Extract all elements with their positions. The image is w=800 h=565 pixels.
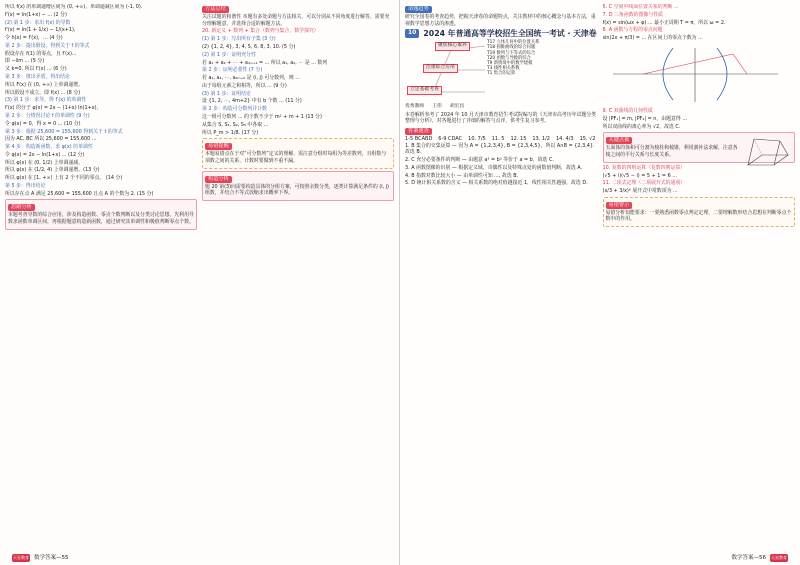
page-number-right: 数学答案—56 [731,555,766,561]
solution-item: 1. B 集合的交集运算 — 因为 A = {1,2,3,4}, B = {2,3,4,5}，所以 A∩B = {2,3,4}. 故选 B. [405,142,595,156]
step-heading: (1) 第 1 步：写出所有子集 (3 分) [202,36,276,43]
left-col-1 [5,4,197,539]
text-line: 所以假设不成立，即 f(x) ... (8 分) [5,89,81,96]
text-line: f′(x) = ln(1+x) − ... (2 分) [5,11,67,18]
hyperbola-svg [603,44,783,104]
error-label: 易错提醒 [205,143,232,150]
trend-tag: 命题趋势 [405,6,432,13]
author-label: 优秀教师 [405,104,425,110]
analysis-box [202,171,394,201]
topic-item: T20 函数与导数的综合 [487,55,531,61]
step-heading: (2) 第 1 步：证明充分性 [202,51,256,58]
text-line: 设 {1, 2, ⋯, 4m+2} 中有 b 个数 ... (11 分) [202,98,302,105]
author-row [405,104,598,111]
text-line: (√5 + i)(√5 − i) = 5 + 1 = 6 ... [602,172,677,179]
text-line: 这一组可分数列 ... 的个数不少于 m² + m + 1 (13 分) [202,113,322,120]
answer-tag: 答案速查 [405,128,432,135]
text-line: sin(2x + π/3) = ... 在区间上的零点个数为 ... [602,35,703,42]
hidden-edge [754,139,762,155]
right-col-2 [603,4,796,539]
step-heading: (2) 第 1 步：求出 f(x) 的导数 [5,19,71,26]
answer-quick-list [405,136,598,143]
node-basic: 立足基础考查 [407,86,442,95]
tip-label: 思路分析 [8,204,35,211]
edge-line [780,141,788,155]
step-heading: 第 5 步：得出结论 [5,182,46,189]
text-line: 所以双曲线的离心率为 √2，故选 C. [602,123,681,130]
pentahedron-figure [744,135,792,174]
text-line: 若 a₁, a₂, ⋯, a₄ₘ₊₂ 是 (i, j) 可分数列，则 ... [202,75,300,82]
left-footer [12,553,69,563]
question-heading: 20. 新定义 + 数列 + 集合（数列与集合，数学探究） [202,28,319,35]
answer-item: 12. 15 [510,136,527,143]
solution-item: 2. C 充分必要条件的判断 — 由题意 a³ = b³ 等价于 a = b，故选 C. [405,157,554,164]
topic-list [487,40,592,76]
node-core: 聚焦核心素养 [435,42,470,51]
step-heading: 第 3 步：推出矛盾，得出结论 [5,74,70,81]
solution-item: 4. B 指数对数比较大小 — 由单调性可知 ..., 故选 B. [405,172,519,179]
answer-item: 13. 1/2 [532,136,550,143]
key-point-box [603,132,796,162]
text-line: 从集合 S, S₁, S₂, S₃ 中各取 ... [202,121,269,128]
step-heading: (3) 第 1 步：求导，得 f′(x) 的单调性 [5,97,87,104]
tip-text: 本题考查导数的综合应用，涉及构造函数、零点个数判断以及分类讨论思想。先利用导数求函数单调区间，再根据题意构造新函数，通过研究其单调性和极值判断零点个数。 [8,212,194,225]
text-line: 所以 F(x) 在 (0, +∞) 上单调递增。 [5,81,83,88]
focal-line [733,54,747,74]
method-tag: 方法总结 [202,6,229,13]
text-line: 令 φ(x) = 0，得 x = 0 ... (10 分) [5,120,81,127]
key-point-text: 五面体的体积可分割为棱柱和棱锥，利用割补法求解，注意各棱之间的平行关系与长度关系。 [605,145,738,159]
text-line: f′(x) 的分子 φ(x) = 2x − (1+x) ln(1+x)， [5,105,102,112]
text-line: (x/3 + 3/x)⁶ 展开式中常数项为 ... [602,188,678,195]
step-heading: 第 4 步：构造新函数，求 φ(x) 的单调性 [5,144,93,151]
trend-intro: 研究全国卷的考查趋势，把握天津卷的命题特点，关注教材中的核心概念与基本方法，重视数学思想方法的渗透。 [405,14,596,27]
exam-structure-diagram [405,40,598,102]
exam-note: 本卷解析参考了 2024 年 10 月天津市教育招生考试院编写的《天津市高考历年试题分类整理与分析》，对各题进行了详细的解答与点评，供考生复习参考。 [405,111,597,125]
text-line: 所以 f(x) 的单调递增区间为 (0, +∞)，单调递减区间为 (-1, 0). [5,4,143,10]
answer-item: 6-9 CDAC [438,136,463,143]
left-col-2 [202,4,394,539]
exam-number: 10 [405,29,419,38]
question-heading: 10. 复数的四则运算（复数四则运算） [602,164,686,171]
hyperbola-figure [603,44,796,107]
solution-item: 3. A 函数图像的识别 — 根据定义域、奇偶性以及特殊点处的函数值判断，故选 A. [405,164,583,171]
text-line: 若 a₁ + a₂ + ⋯ + a₄ₘ₊₂ = ... 所以 a₁, a₂, ⋯ 是 ... 数列 [202,59,328,66]
topic-item: T9 新情境中的数学建模 [487,61,533,66]
answer-item: 14. 4/3 [555,136,574,143]
node-apply: 注重综合应用 [423,64,458,73]
analysis-label: 构造分析 [205,176,232,183]
question-heading: 7. D 三角函数的图像与性质 [602,11,663,18]
answer-item: 11. 5 [491,136,505,143]
text-line: 所以 P_m > 1/8. (17 分) [202,129,259,136]
text-line: f′(x) = ln(1 + 1/x) − 1/(x+1)， [5,27,79,34]
brand-logo: 天星教育 [13,555,29,560]
topic-item: T3 线性相关系数 [487,66,520,72]
topic-item: T19 数列与不等式的综合 [487,50,536,56]
topic-item: T18 圆锥曲线的综合问题 [487,45,536,51]
exam-banner [405,29,598,38]
exam-title: 2024 年普通高等学校招生全国统一考试 · 天津卷 [423,29,597,39]
analysis-text: 题 20 第(3)问需要构造具体的分组方案，可按照余数分类，逐类计算满足条件的 (i, j) 组数，并结合不等式放缩求出概率下界。 [205,183,389,197]
warning-box [603,197,796,227]
text-line: 所以 φ(x) 在 (0, 1/2) 上单调递减， [5,159,84,166]
text-line: 又 k=0, 所以 f′(x) ... (6 分) [5,66,67,73]
step-heading: 第 2 步：提出假设，得到关于 f 的等式 [5,42,90,49]
answer-item: 15. √2 [579,136,596,143]
text-line: 令 h(x) = f′(x)，… (4 分) [5,35,63,42]
solution-item: 5. D 统计相关系数的含义 — 相关系数的绝对值越接近 1，线性相关性越强，故选 D. [405,180,588,187]
text-line: (2) {1, 2, 4}, 3, 4, 5, 6, 8, 3, 10. (5 分) [202,43,296,50]
author-name: 王伟 [432,104,442,110]
brand-logo: 天星教育 [771,555,787,560]
method-intro: 关注试题的和谐性 本题有多处命题与方法相关，可以分别从不同角度进行解答，需要充分理解题意，并选择合适的解题方法。 [202,14,390,27]
page-number-left: 数学答案—55 [34,555,69,561]
text-line: 即 −lim ... (5 分) [5,58,45,65]
text-line: 令 φ(x) = 2x − ln(1+x) ... (12 分) [5,151,85,158]
focal-line [643,54,733,74]
step-heading: (3) 第 1 步：证明结论 [202,90,251,97]
error-text: 本题易错点在于对“可分数列”定义的理解，需注意分组时每组为等差数列，且组数与项数之间的关系，计数时要做到不重不漏。 [205,151,387,164]
answer-item: 10. 7/5 [468,136,486,143]
text-line: 所以存在点 A 满足 25,600 = 155,600 且点 A 的个数为 2. (15 分) [5,190,154,197]
text-line: 所以 φ(x) 在 (1/2, 4) 上单调递增。(13 分) [5,167,100,174]
pentahedron-svg [744,135,792,171]
warning-label: 易错警示 [606,202,633,209]
topic-item: T17 立体几何中的位置关系 [487,40,540,46]
text-line: 假设存在 f(1) 的零点，且 f′(x)... [5,50,77,57]
base-face [748,155,788,165]
question-heading: 6. C 空间中线面位置关系的判断 ... [602,4,679,10]
answer-item: 1-5 BCABD [405,136,433,143]
text-line: f(x) = sin(ωx + φ) ... 最小正周期 T = π，所以 ω = 2. [602,19,726,26]
question-heading: 11. 二项式定理（二项展开式的通项） [602,180,686,187]
question-heading: 8. A 函数与方程的零点问题 [602,27,663,34]
text-line: 所以 φ(x) 在 [1, +∞) 上有 2 个不同的零点。 (14 分) [5,175,123,182]
edge-line [754,139,780,141]
key-point-label: 关键点拨 [606,137,633,144]
error-box [202,138,394,168]
author-name: 胡宏昌 [449,104,465,110]
warning-text: 易错分析知能要求：一要熟悉函数零点判定定理，二要理解数形结合思想在判断零点个数中的作用。 [605,209,792,223]
right-footer [732,553,789,563]
text-line: 设 |PF₁| = m, |PF₂| = n，由题意得 ... [602,116,688,123]
step-heading: 第 2 步：构造可分数列并计数 [202,106,267,113]
right-page [400,0,800,565]
text-line: 由于每组元素之和相等，所以 ... (9 分) [202,82,287,89]
step-heading: 第 2 步：证明必要性 (7 分) [202,67,263,74]
step-heading: 第 3 步：根据 25,600 = 155,600 得到关于 t 的等式 [5,128,123,135]
question-heading: 9. C 双曲线的几何性质 [602,108,653,115]
right-col-1 [405,4,598,539]
topic-item: T1 集合的运算 [487,71,516,77]
step-heading: 第 2 步：分情况讨论 f 的单调性 (9 分) [5,112,90,119]
text-line: 因为 AC, BC 所以 25,600 = 155,600 ... [5,136,97,143]
tip-box [5,199,197,229]
